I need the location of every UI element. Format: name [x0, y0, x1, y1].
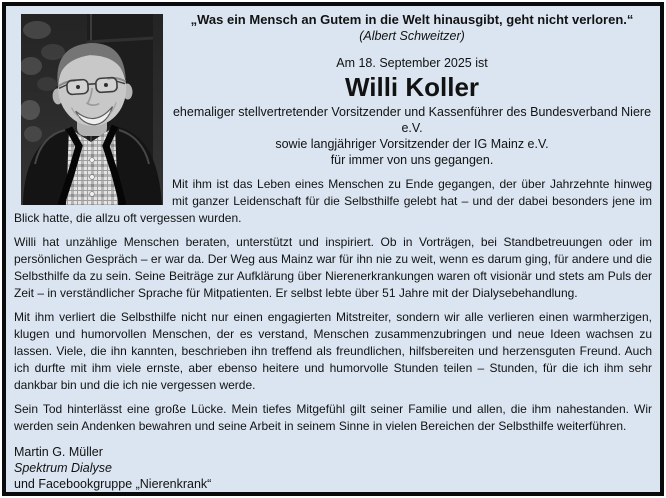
portrait-photo-graphic [21, 14, 163, 205]
signature-group: und Facebookgruppe „Nierenkrank“ [14, 477, 212, 491]
tribute-paragraph-4: Sein Tod hinterlässt eine große Lücke. Mein tiefes Mitgefühl gilt seiner Familie und allen, die ihm nahestanden. Wir werden sein Andenken bewahren und seine Arbeit in seinem Sinne in vielen Bereichen der Selbsthilfe weiterführen. [14, 402, 652, 433]
role-line-2: sowie langjähriger Vorsitzender der IG Mainz e.V. [275, 137, 549, 151]
quote-author: (Albert Schweitzer) [359, 29, 465, 43]
deceased-name: Willi Koller [344, 72, 480, 102]
announcement-date-line: Am 18. September 2025 ist [336, 56, 488, 70]
card-frame [2, 2, 664, 496]
quote-text: „Was ein Mensch an Gutem in die Welt hinausgibt, geht nicht verloren.“ [190, 12, 634, 27]
role-line-1: ehemaliger stellvertretender Vorsitzender und Kassenführer des Bundesverband Niere e.V. [172, 105, 652, 135]
tribute-paragraph-3: Mit ihm verliert die Selbsthilfe nicht nur einen engagierten Mitstreiter, sondern wir alle verlieren einen warmherzigen, klugen und humorvollen Menschen, der es verstand, Menschen zusammenzubringen und neue Ideen wachsen zu lassen. Viele, die ihn kannten, beschrieben ihn treffend als freundlichen, hilfsbereiten und herzensguten Freund. Auch ich durfte mit ihm viele ernste, aber ebenso heitere und humorvolle Stunden teilen – Stunden, für die ich ihm sehr dankbar bin und die ich nie vergessen werde. [14, 310, 652, 392]
portrait-photo [21, 14, 163, 205]
tribute-paragraph-2: Willi hat unzählige Menschen beraten, unterstützt und inspiriert. Ob in Vorträgen, bei Standbetreuungen oder im persönlichen Gespräch – er war da. Der Weg aus Mainz war für ihn nie zu weit, wenn es darum ging, für andere und die Selbsthilfe da zu sein. Seine Beiträge zur Aufklärung über Nierenerkrankungen waren oft visionär und stets am Puls der Zeit – in verständlicher Sprache für Mitpatienten. Er selbst lebte über 51 Jahre mit der Dialysebehandlung. [14, 235, 652, 300]
signature-organization: Spektrum Dialyse [14, 461, 112, 475]
signature-name: Martin G. Müller [14, 445, 103, 459]
tribute-paragraph-1: Mit ihm ist das Leben eines Menschen zu Ende gegangen, der über Jahrzehnte hinweg mit ganzer Leidenschaft für die Selbsthilfe gelebt hat – und der dabei besonders jene im Blick hatte, die allzu oft vergessen wurden. [14, 177, 652, 225]
signature-block [14, 444, 652, 492]
closing-line: für immer von uns gegangen. [330, 153, 494, 167]
